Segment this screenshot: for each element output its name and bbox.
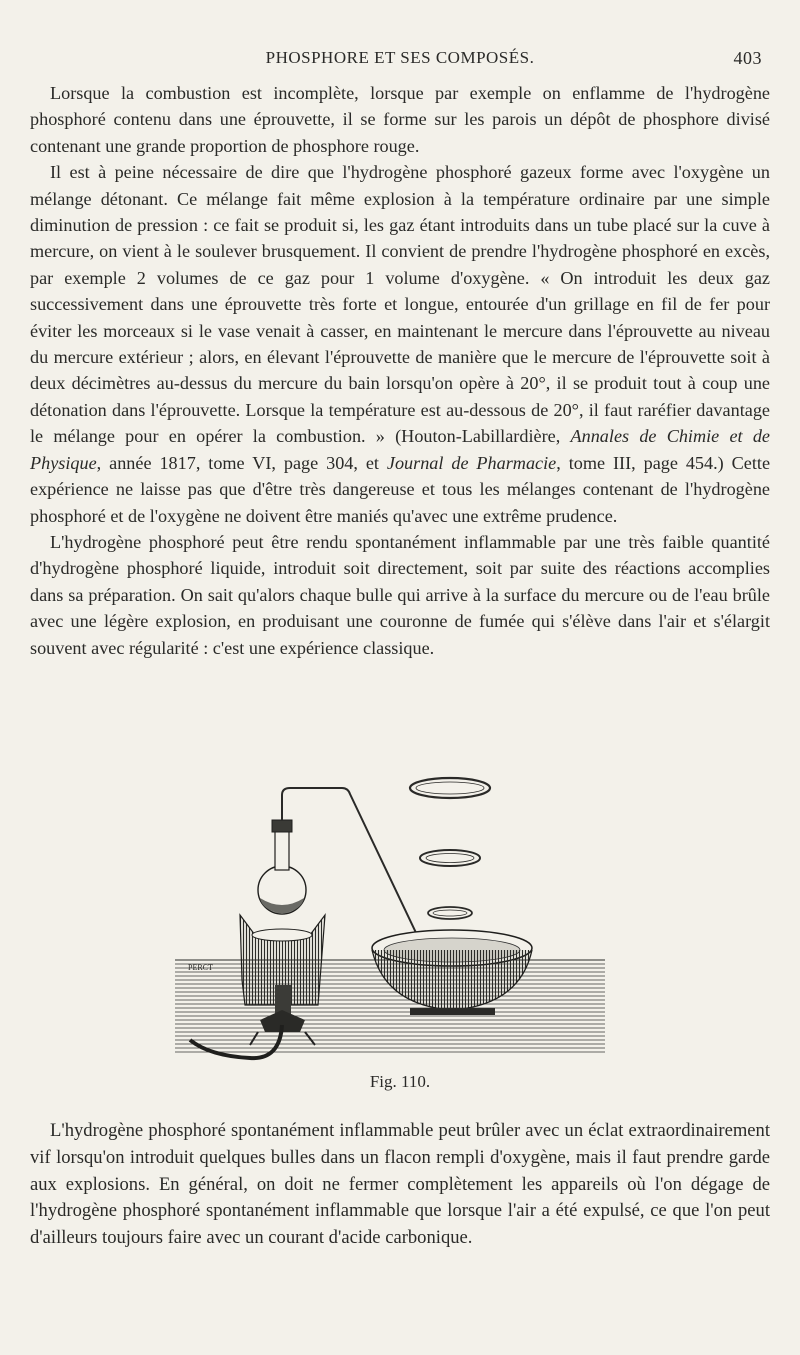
engraver-signature: PERCT (188, 963, 213, 972)
flask (258, 820, 306, 914)
paragraph-4: L'hydrogène phosphoré spontanément inflammable peut brûler avec un éclat extraordinairement vif lorsqu'on introduit quelques bulles dans un flacon rempli d'oxygène, mais il faut prendre garde aux explosions. En général, on doit ne fermer complètement les appareils où l'on dégage de l'hydrogène phosphoré spontanément inflammable que lorsque l'air a été expulsé, ce que l'on peut d'ailleurs toujours faire avec un courant d'acide carbonique. (30, 1120, 770, 1249)
paragraph-2-part-a: Il est à peine nécessaire de dire que l'hydrogène phosphoré gazeux forme avec l'oxygène un mélange détonant. Ce mélange fait même explosion à la température ordinaire par une simple diminution de pression : ce fait se produit si, les gaz étant introduits dans un tube placé sur la cuve à mercure, on vient à le soulever brusquement. Il convient de prendre l'hydrogène phosphoré en excès, par exemple 2 volumes de ce gaz pour 1 volume d'oxygène. « On introduit les deux gaz successivement dans une éprouvette très forte et longue, entourée d'un grillage en fil de fer pour éviter les morceaux si le vase venait à casser, en maintenant le mercure dans l'éprouvette au niveau du mercure extérieur ; alors, en élevant l'éprouvette de manière que le mercure de l'éprouvette soit à deux décimètres au-dessus du mercure du bain lorsqu'on opère à 20°, il se produit tout à coup une détonation dans l'éprouvette. Lorsque la température est au-dessous de 20°, il faut raréfier davantage le mélange pour en opérer la combustion. » (Houton-Labillardière, (30, 162, 770, 447)
text-block-bottom (30, 1118, 770, 1252)
paragraph-3: L'hydrogène phosphoré peut être rendu spontanément inflammable par une très faible quantité d'hydrogène phosphoré liquide, introduit soit directement, soit par suite des réactions accomplies dans sa préparation. On sait qu'alors chaque bulle qui arrive à la surface du mercure ou de l'eau brûle avec une légère explosion, en produisant une couronne de fumée qui s'élève dans l'air et s'élargit souvent avec régularité : c'est une expérience classique. (30, 531, 770, 658)
figure-caption: Fig. 110. (369, 1072, 431, 1091)
running-title: PHOSPHORE ET SES COMPOSÉS. (265, 48, 535, 67)
journal-title-pharmacie: Journal de Pharmacie (386, 452, 557, 473)
paragraph-2-part-b: , année 1817, tome VI, page 304, et (96, 452, 387, 473)
text-block-top (30, 80, 770, 661)
journal-title-annales: Annales de Chimie et de Physique (30, 426, 770, 473)
paragraph-2-part-c: , tome III, page 454.) Cette expérience ne laisse pas que d'être très dangereuse et tous les mélanges contenant de l'hydrogène phosphoré et de l'oxygène ne doivent être maniés qu'avec une extrême prudence. (30, 452, 771, 526)
paragraph-1: Lorsque la combustion est incomplète, lorsque par exemple on enflamme de l'hydrogène phosphoré contenu dans une éprouvette, il se forme sur les parois un dépôt de phosphore divisé contenant une grande proportion de phosphore rouge. (30, 83, 770, 156)
smoke-rings (410, 778, 490, 919)
paragraph-2 (30, 159, 770, 529)
figure-110-illustration (170, 770, 620, 1070)
page-number: 403 (733, 48, 762, 68)
running-head (30, 44, 770, 72)
